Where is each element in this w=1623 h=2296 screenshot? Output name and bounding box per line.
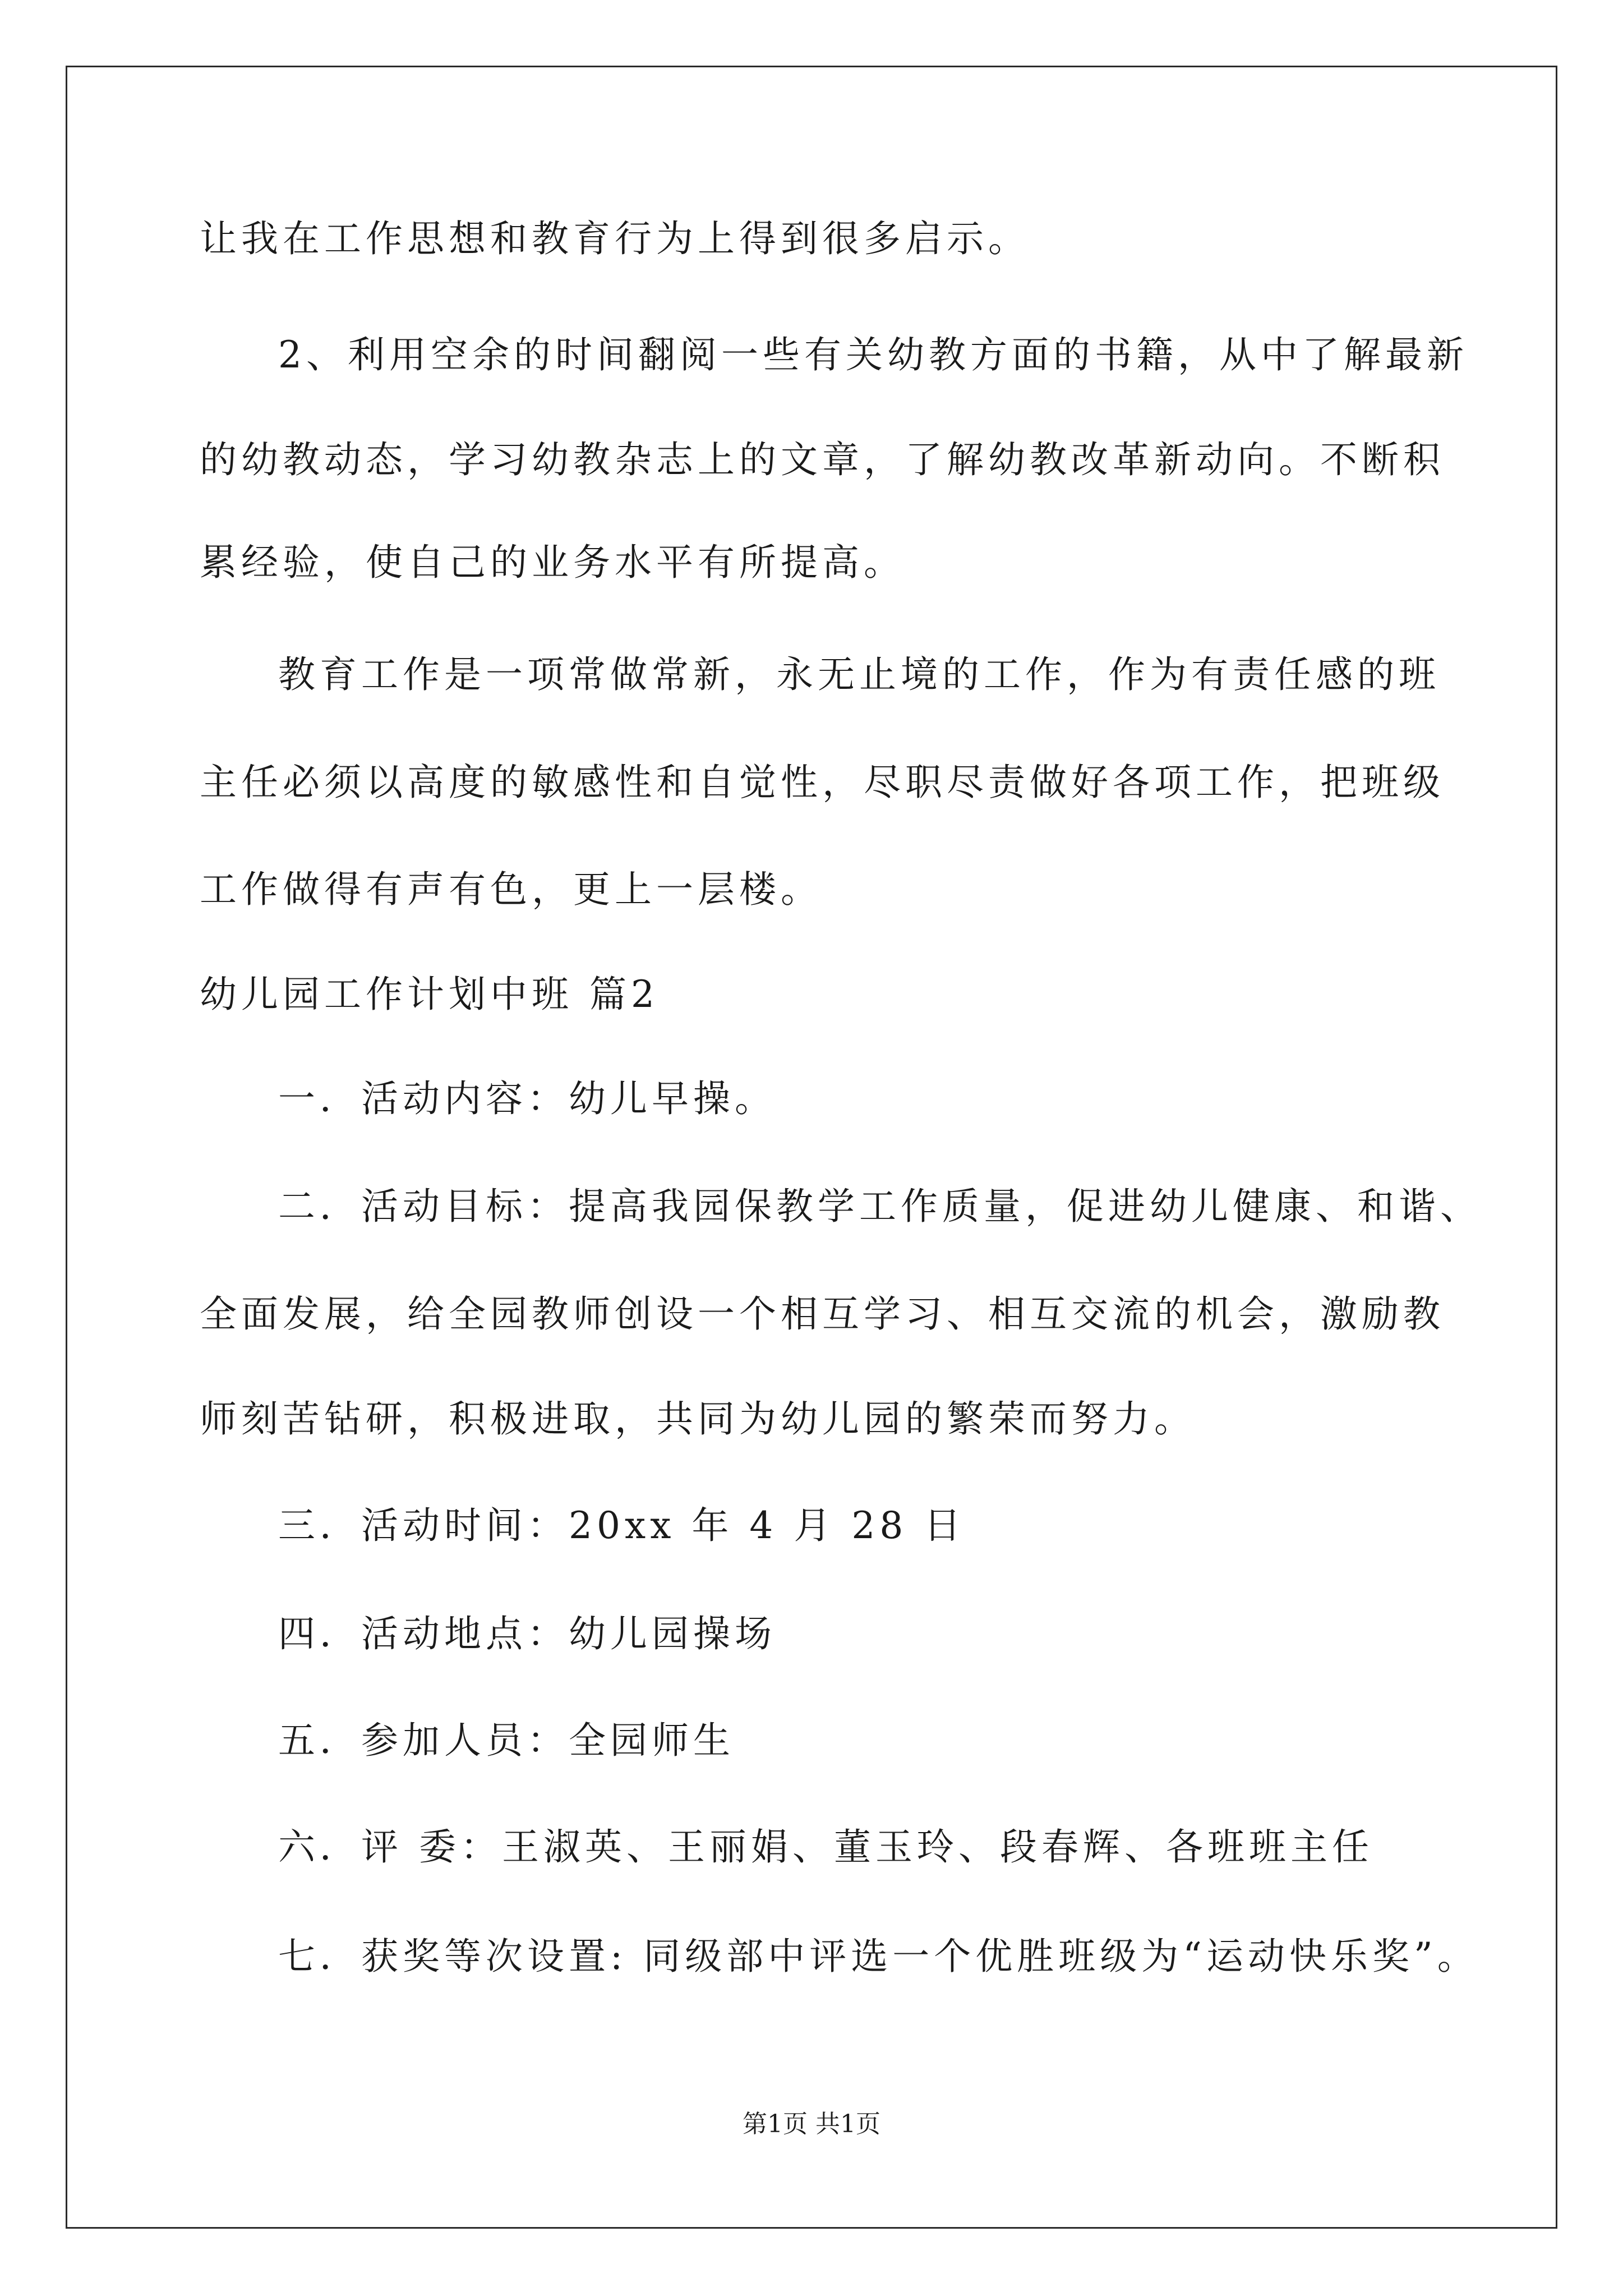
- paragraph-line: 全面发展，给全园教师创设一个相互学习、相互交流的机会，激励教: [200, 1292, 1445, 1336]
- list-item: 三．活动时间：20xx 年 4 月 28 日: [278, 1504, 966, 1547]
- paragraph-line: 工作做得有声有色，更上一层楼。: [200, 868, 822, 911]
- page-border: [66, 66, 1557, 2229]
- list-item: 五．参加人员：全园师生: [278, 1719, 735, 1762]
- list-item: 一．活动内容：幼儿早操。: [278, 1077, 776, 1120]
- page-footer: 第1页 共1页: [743, 2110, 880, 2138]
- paragraph-line: 2、利用空余的时间翻阅一些有关幼教方面的书籍，从中了解最新: [278, 333, 1468, 376]
- paragraph-line: 让我在工作思想和教育行为上得到很多启示。: [200, 217, 1030, 260]
- list-item: 二．活动目标：提高我园保教学工作质量，促进幼儿健康、和谐、: [278, 1185, 1482, 1228]
- list-item: 四．活动地点：幼儿园操场: [278, 1612, 776, 1655]
- paragraph-line: 的幼教动态，学习幼教杂志上的文章，了解幼教改革新动向。不断积: [200, 438, 1445, 481]
- section-heading: 幼儿园工作计划中班 篇2: [200, 973, 659, 1016]
- paragraph-line: 师刻苦钻研，积极进取，共同为幼儿园的繁荣而努力。: [200, 1397, 1196, 1441]
- paragraph-line: 主任必须以高度的敏感性和自觉性，尽职尽责做好各项工作，把班级: [200, 761, 1445, 804]
- list-item: 六．评 委：王淑英、王丽娟、董玉玲、段春辉、各班班主任: [278, 1825, 1373, 1869]
- paragraph-line: 累经验，使自己的业务水平有所提高。: [200, 541, 905, 584]
- paragraph-line: 教育工作是一项常做常新，永无止境的工作，作为有责任感的班: [278, 653, 1440, 696]
- list-item: 七．获奖等次设置: 同级部中评选一个优胜班级为“运动快乐奖”。: [278, 1935, 1479, 1978]
